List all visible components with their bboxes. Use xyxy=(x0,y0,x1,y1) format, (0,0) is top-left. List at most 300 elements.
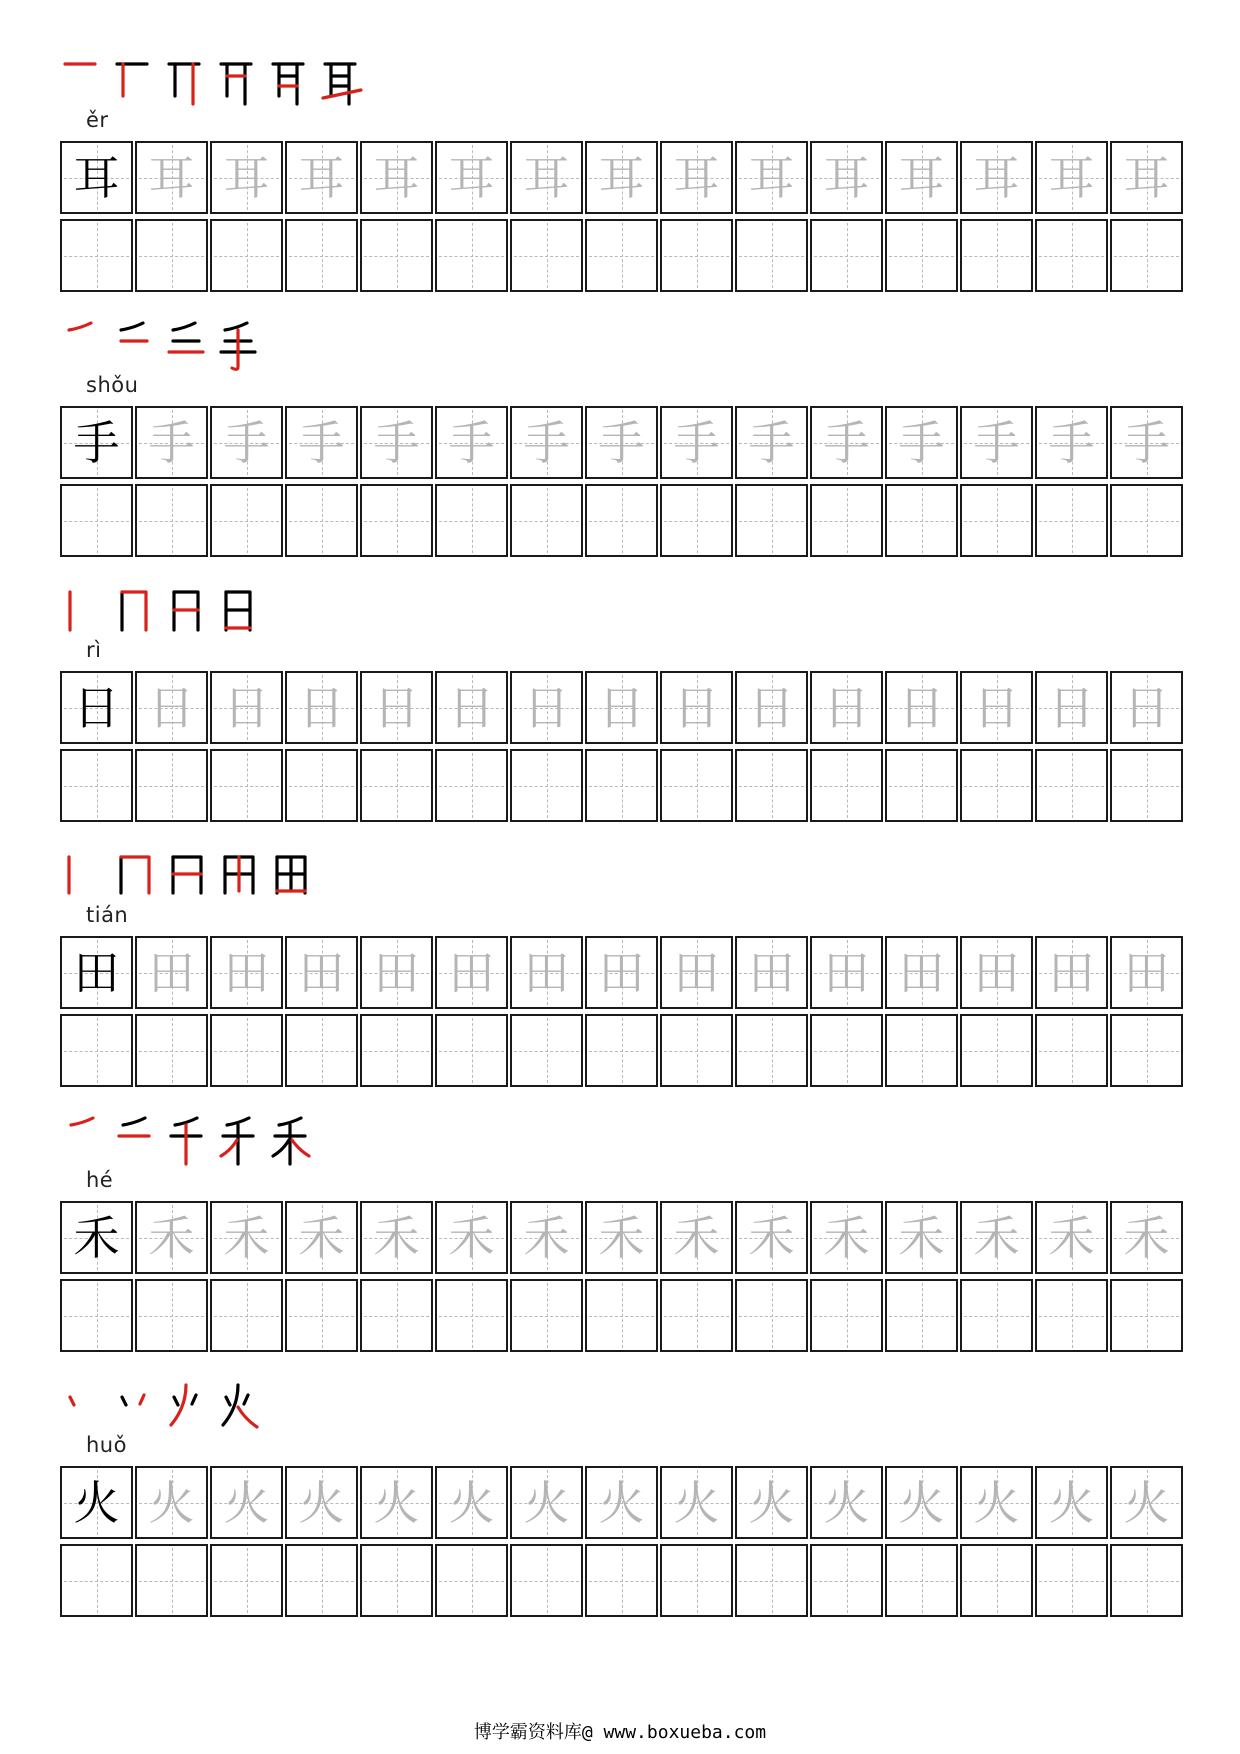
ghost-character: 火 xyxy=(673,1475,720,1530)
model-character-cell[interactable] xyxy=(61,1467,132,1538)
trace-character-cell[interactable] xyxy=(661,672,732,743)
ghost-character: 耳 xyxy=(148,150,195,205)
stroke-step-glyph xyxy=(217,582,261,638)
trace-character-cell[interactable] xyxy=(286,937,357,1008)
tracing-row xyxy=(61,142,1183,215)
blank-practice-cell[interactable] xyxy=(1036,750,1107,821)
ghost-character: 火 xyxy=(598,1475,645,1530)
ghost-character: 禾 xyxy=(298,1210,345,1265)
blank-practice-cell[interactable] xyxy=(1111,220,1182,291)
ghost-character: 火 xyxy=(148,1475,195,1530)
stroke-step-glyph xyxy=(165,317,209,373)
footer-credit: 博学霸资料库@ www.boxueba.com xyxy=(473,1722,767,1743)
blank-practice-cell[interactable] xyxy=(1111,1015,1182,1086)
trace-character-cell[interactable] xyxy=(961,142,1032,213)
blank-practice-cell[interactable] xyxy=(511,220,582,291)
blank-practice-cell[interactable] xyxy=(436,1015,507,1086)
blank-practice-cell[interactable] xyxy=(586,220,657,291)
blank-practice-cell[interactable] xyxy=(61,1015,132,1086)
stroke-step-glyph xyxy=(61,847,105,903)
trace-character-cell[interactable] xyxy=(1036,142,1107,213)
trace-character-cell[interactable] xyxy=(811,937,882,1008)
blank-practice-cell[interactable] xyxy=(61,1545,132,1616)
blank-practice-cell[interactable] xyxy=(586,750,657,821)
blank-practice-row xyxy=(61,1015,1183,1088)
trace-character-cell[interactable] xyxy=(886,937,957,1008)
trace-character-cell[interactable] xyxy=(361,142,432,213)
ghost-character: 日 xyxy=(823,680,870,735)
stroke-step-glyph xyxy=(61,52,105,108)
blank-practice-cell[interactable] xyxy=(286,220,357,291)
blank-practice-cell[interactable] xyxy=(586,1545,657,1616)
trace-character-cell[interactable] xyxy=(1111,672,1182,743)
model-character: 耳 xyxy=(73,150,120,205)
pinyin-label: hé xyxy=(86,1168,114,1192)
trace-character-cell[interactable] xyxy=(811,1467,882,1538)
trace-character-cell[interactable] xyxy=(736,1202,807,1273)
model-character: 禾 xyxy=(73,1210,120,1265)
blank-practice-cell[interactable] xyxy=(661,750,732,821)
blank-practice-cell[interactable] xyxy=(961,1015,1032,1086)
blank-practice-cell[interactable] xyxy=(61,750,132,821)
trace-character-cell[interactable] xyxy=(586,672,657,743)
ghost-character: 耳 xyxy=(973,150,1020,205)
ghost-character: 禾 xyxy=(373,1210,420,1265)
trace-character-cell[interactable] xyxy=(286,1467,357,1538)
trace-character-cell[interactable] xyxy=(136,672,207,743)
blank-practice-row xyxy=(61,220,1183,293)
blank-practice-cell[interactable] xyxy=(1111,485,1182,556)
trace-character-cell[interactable] xyxy=(736,937,807,1008)
trace-character-cell[interactable] xyxy=(586,142,657,213)
blank-practice-cell[interactable] xyxy=(811,750,882,821)
ghost-character: 火 xyxy=(898,1475,945,1530)
trace-character-cell[interactable] xyxy=(811,142,882,213)
ghost-character: 火 xyxy=(973,1475,1020,1530)
ghost-character: 耳 xyxy=(373,150,420,205)
blank-practice-cell[interactable] xyxy=(811,220,882,291)
blank-practice-cell[interactable] xyxy=(511,1545,582,1616)
stroke-step-glyph xyxy=(269,847,313,903)
stroke-step-glyph xyxy=(217,52,261,108)
blank-practice-cell[interactable] xyxy=(1111,1545,1182,1616)
trace-character-cell[interactable] xyxy=(1036,937,1107,1008)
tracing-row xyxy=(61,1467,1183,1540)
blank-practice-cell[interactable] xyxy=(736,220,807,291)
blank-practice-cell[interactable] xyxy=(1036,220,1107,291)
trace-character-cell[interactable] xyxy=(661,1202,732,1273)
blank-practice-cell[interactable] xyxy=(811,1545,882,1616)
ghost-character: 日 xyxy=(748,680,795,735)
ghost-character: 禾 xyxy=(748,1210,795,1265)
blank-practice-row xyxy=(61,1545,1183,1618)
trace-character-cell[interactable] xyxy=(586,407,657,478)
blank-practice-cell[interactable] xyxy=(436,750,507,821)
trace-character-cell[interactable] xyxy=(361,1467,432,1538)
blank-practice-cell[interactable] xyxy=(661,220,732,291)
blank-practice-cell[interactable] xyxy=(61,485,132,556)
blank-practice-cell[interactable] xyxy=(286,1015,357,1086)
blank-practice-cell[interactable] xyxy=(661,1015,732,1086)
ghost-character: 禾 xyxy=(148,1210,195,1265)
trace-character-cell[interactable] xyxy=(961,1467,1032,1538)
stroke-step-glyph xyxy=(113,847,157,903)
trace-character-cell[interactable] xyxy=(136,407,207,478)
ghost-character: 耳 xyxy=(823,150,870,205)
ghost-character: 耳 xyxy=(673,150,720,205)
character-section xyxy=(61,50,1183,320)
blank-practice-row xyxy=(61,1280,1183,1353)
ghost-character: 耳 xyxy=(223,150,270,205)
blank-practice-cell[interactable] xyxy=(661,485,732,556)
ghost-character: 禾 xyxy=(523,1210,570,1265)
pinyin-label: ěr xyxy=(86,108,109,132)
trace-character-cell[interactable] xyxy=(286,1202,357,1273)
trace-character-cell[interactable] xyxy=(286,142,357,213)
trace-character-cell[interactable] xyxy=(211,1467,282,1538)
blank-practice-cell[interactable] xyxy=(961,220,1032,291)
blank-practice-cell[interactable] xyxy=(661,1545,732,1616)
blank-practice-cell[interactable] xyxy=(361,485,432,556)
blank-practice-cell[interactable] xyxy=(1036,1545,1107,1616)
trace-character-cell[interactable] xyxy=(811,672,882,743)
model-character: 日 xyxy=(73,680,120,735)
blank-practice-cell[interactable] xyxy=(1036,1280,1107,1351)
ghost-character: 火 xyxy=(1123,1475,1170,1530)
blank-practice-cell[interactable] xyxy=(136,220,207,291)
blank-practice-cell[interactable] xyxy=(961,750,1032,821)
trace-character-cell[interactable] xyxy=(211,1202,282,1273)
trace-character-cell[interactable] xyxy=(1036,1202,1107,1273)
trace-character-cell[interactable] xyxy=(511,1467,582,1538)
trace-character-cell[interactable] xyxy=(661,1467,732,1538)
blank-practice-cell[interactable] xyxy=(886,485,957,556)
blank-practice-cell[interactable] xyxy=(1036,485,1107,556)
trace-character-cell[interactable] xyxy=(886,142,957,213)
blank-practice-cell[interactable] xyxy=(886,220,957,291)
blank-practice-cell[interactable] xyxy=(511,485,582,556)
stroke-step-glyph xyxy=(217,1112,261,1168)
pinyin-label: shǒu xyxy=(86,373,139,397)
trace-character-cell[interactable] xyxy=(1036,672,1107,743)
ghost-character: 禾 xyxy=(598,1210,645,1265)
blank-practice-cell[interactable] xyxy=(811,1280,882,1351)
trace-character-cell[interactable] xyxy=(136,142,207,213)
trace-character-cell[interactable] xyxy=(736,142,807,213)
stroke-step-glyph xyxy=(217,317,261,373)
trace-character-cell[interactable] xyxy=(1111,142,1182,213)
blank-practice-cell[interactable] xyxy=(886,1015,957,1086)
trace-character-cell[interactable] xyxy=(886,407,957,478)
blank-practice-cell[interactable] xyxy=(361,220,432,291)
trace-character-cell[interactable] xyxy=(436,142,507,213)
trace-character-cell[interactable] xyxy=(736,1467,807,1538)
blank-practice-cell[interactable] xyxy=(436,220,507,291)
ghost-character: 火 xyxy=(523,1475,570,1530)
trace-character-cell[interactable] xyxy=(961,937,1032,1008)
blank-practice-cell[interactable] xyxy=(136,1015,207,1086)
blank-practice-cell[interactable] xyxy=(136,1280,207,1351)
blank-practice-cell[interactable] xyxy=(61,1280,132,1351)
trace-character-cell[interactable] xyxy=(661,142,732,213)
ghost-character: 禾 xyxy=(823,1210,870,1265)
ghost-character: 手 xyxy=(598,415,645,470)
ghost-character: 田 xyxy=(373,945,420,1000)
stroke-step-glyph xyxy=(165,52,209,108)
blank-practice-cell[interactable] xyxy=(736,1545,807,1616)
blank-practice-cell[interactable] xyxy=(361,1545,432,1616)
blank-practice-cell[interactable] xyxy=(736,485,807,556)
ghost-character: 手 xyxy=(973,415,1020,470)
trace-character-cell[interactable] xyxy=(961,1202,1032,1273)
ghost-character: 日 xyxy=(298,680,345,735)
ghost-character: 禾 xyxy=(898,1210,945,1265)
trace-character-cell[interactable] xyxy=(811,407,882,478)
blank-practice-cell[interactable] xyxy=(1036,1015,1107,1086)
blank-practice-cell[interactable] xyxy=(361,750,432,821)
ghost-character: 禾 xyxy=(448,1210,495,1265)
blank-practice-cell[interactable] xyxy=(286,1280,357,1351)
pinyin-label: huǒ xyxy=(86,1433,127,1457)
trace-character-cell[interactable] xyxy=(661,937,732,1008)
blank-practice-cell[interactable] xyxy=(436,1280,507,1351)
trace-character-cell[interactable] xyxy=(886,1467,957,1538)
trace-character-cell[interactable] xyxy=(1111,1467,1182,1538)
trace-character-cell[interactable] xyxy=(436,1202,507,1273)
blank-practice-cell[interactable] xyxy=(361,1280,432,1351)
blank-practice-cell[interactable] xyxy=(511,1015,582,1086)
blank-practice-cell[interactable] xyxy=(211,220,282,291)
trace-character-cell[interactable] xyxy=(736,672,807,743)
ghost-character: 火 xyxy=(373,1475,420,1530)
stroke-step-glyph xyxy=(113,1112,157,1168)
ghost-character: 耳 xyxy=(598,150,645,205)
trace-character-cell[interactable] xyxy=(1111,1202,1182,1273)
blank-practice-cell[interactable] xyxy=(436,1545,507,1616)
ghost-character: 日 xyxy=(223,680,270,735)
blank-practice-cell[interactable] xyxy=(211,750,282,821)
model-character-cell[interactable] xyxy=(61,1202,132,1273)
blank-practice-cell[interactable] xyxy=(136,750,207,821)
trace-character-cell[interactable] xyxy=(736,407,807,478)
trace-character-cell[interactable] xyxy=(511,407,582,478)
stroke-step-glyph xyxy=(165,847,209,903)
ghost-character: 田 xyxy=(223,945,270,1000)
blank-practice-cell[interactable] xyxy=(736,1280,807,1351)
trace-character-cell[interactable] xyxy=(211,672,282,743)
tracing-row xyxy=(61,672,1183,745)
ghost-character: 耳 xyxy=(1123,150,1170,205)
ghost-character: 火 xyxy=(1048,1475,1095,1530)
ghost-character: 耳 xyxy=(298,150,345,205)
trace-character-cell[interactable] xyxy=(361,407,432,478)
trace-character-cell[interactable] xyxy=(886,1202,957,1273)
stroke-step-glyph xyxy=(113,317,157,373)
ghost-character: 手 xyxy=(673,415,720,470)
trace-character-cell[interactable] xyxy=(286,672,357,743)
blank-practice-cell[interactable] xyxy=(736,750,807,821)
ghost-character: 禾 xyxy=(223,1210,270,1265)
ghost-character: 日 xyxy=(1048,680,1095,735)
blank-practice-cell[interactable] xyxy=(211,1280,282,1351)
ghost-character: 手 xyxy=(898,415,945,470)
trace-character-cell[interactable] xyxy=(436,672,507,743)
trace-character-cell[interactable] xyxy=(811,1202,882,1273)
stroke-step-glyph xyxy=(165,1112,209,1168)
trace-character-cell[interactable] xyxy=(286,407,357,478)
ghost-character: 田 xyxy=(898,945,945,1000)
trace-character-cell[interactable] xyxy=(136,1202,207,1273)
blank-practice-cell[interactable] xyxy=(286,485,357,556)
ghost-character: 田 xyxy=(523,945,570,1000)
trace-character-cell[interactable] xyxy=(511,142,582,213)
blank-practice-cell[interactable] xyxy=(136,485,207,556)
trace-character-cell[interactable] xyxy=(211,142,282,213)
ghost-character: 手 xyxy=(748,415,795,470)
blank-practice-cell[interactable] xyxy=(661,1280,732,1351)
blank-practice-cell[interactable] xyxy=(586,485,657,556)
ghost-character: 火 xyxy=(448,1475,495,1530)
trace-character-cell[interactable] xyxy=(211,407,282,478)
ghost-character: 田 xyxy=(1123,945,1170,1000)
blank-practice-cell[interactable] xyxy=(211,485,282,556)
blank-practice-cell[interactable] xyxy=(886,1545,957,1616)
ghost-character: 手 xyxy=(448,415,495,470)
ghost-character: 火 xyxy=(223,1475,270,1530)
ghost-character: 日 xyxy=(148,680,195,735)
ghost-character: 耳 xyxy=(448,150,495,205)
ghost-character: 耳 xyxy=(523,150,570,205)
trace-character-cell[interactable] xyxy=(511,1202,582,1273)
model-character: 田 xyxy=(73,945,120,1000)
ghost-character: 田 xyxy=(448,945,495,1000)
ghost-character: 田 xyxy=(148,945,195,1000)
ghost-character: 田 xyxy=(823,945,870,1000)
blank-practice-cell[interactable] xyxy=(361,1015,432,1086)
blank-practice-cell[interactable] xyxy=(436,485,507,556)
blank-practice-cell[interactable] xyxy=(211,1015,282,1086)
trace-character-cell[interactable] xyxy=(361,1202,432,1273)
trace-character-cell[interactable] xyxy=(136,1467,207,1538)
character-section xyxy=(61,580,1183,850)
ghost-character: 手 xyxy=(373,415,420,470)
tracing-row xyxy=(61,937,1183,1010)
blank-practice-cell[interactable] xyxy=(886,1280,957,1351)
trace-character-cell[interactable] xyxy=(211,937,282,1008)
trace-character-cell[interactable] xyxy=(361,937,432,1008)
blank-practice-cell[interactable] xyxy=(961,1545,1032,1616)
trace-character-cell[interactable] xyxy=(1036,407,1107,478)
model-character-cell[interactable] xyxy=(61,672,132,743)
blank-practice-cell[interactable] xyxy=(736,1015,807,1086)
ghost-character: 火 xyxy=(298,1475,345,1530)
trace-character-cell[interactable] xyxy=(661,407,732,478)
blank-practice-cell[interactable] xyxy=(61,220,132,291)
blank-practice-cell[interactable] xyxy=(586,1280,657,1351)
ghost-character: 手 xyxy=(148,415,195,470)
blank-practice-cell[interactable] xyxy=(1111,1280,1182,1351)
model-character-cell[interactable] xyxy=(61,937,132,1008)
ghost-character: 手 xyxy=(823,415,870,470)
trace-character-cell[interactable] xyxy=(511,937,582,1008)
ghost-character: 手 xyxy=(298,415,345,470)
trace-character-cell[interactable] xyxy=(361,672,432,743)
ghost-character: 手 xyxy=(1123,415,1170,470)
blank-practice-cell[interactable] xyxy=(286,750,357,821)
stroke-step-glyph xyxy=(217,847,261,903)
pinyin-label: tián xyxy=(86,903,129,927)
trace-character-cell[interactable] xyxy=(436,1467,507,1538)
ghost-character: 田 xyxy=(1048,945,1095,1000)
trace-character-cell[interactable] xyxy=(586,937,657,1008)
ghost-character: 田 xyxy=(598,945,645,1000)
blank-practice-cell[interactable] xyxy=(136,1545,207,1616)
trace-character-cell[interactable] xyxy=(961,672,1032,743)
ghost-character: 禾 xyxy=(673,1210,720,1265)
trace-character-cell[interactable] xyxy=(1111,937,1182,1008)
blank-practice-cell[interactable] xyxy=(811,1015,882,1086)
trace-character-cell[interactable] xyxy=(1036,1467,1107,1538)
ghost-character: 田 xyxy=(973,945,1020,1000)
trace-character-cell[interactable] xyxy=(961,407,1032,478)
ghost-character: 日 xyxy=(523,680,570,735)
ghost-character: 日 xyxy=(973,680,1020,735)
stroke-step-glyph xyxy=(113,52,157,108)
trace-character-cell[interactable] xyxy=(136,937,207,1008)
trace-character-cell[interactable] xyxy=(586,1202,657,1273)
blank-practice-cell[interactable] xyxy=(886,750,957,821)
tracing-row xyxy=(61,407,1183,480)
stroke-step-glyph xyxy=(165,582,209,638)
model-character-cell[interactable] xyxy=(61,142,132,213)
stroke-step-glyph xyxy=(269,52,313,108)
model-character-cell[interactable] xyxy=(61,407,132,478)
trace-character-cell[interactable] xyxy=(436,937,507,1008)
blank-practice-cell[interactable] xyxy=(961,485,1032,556)
blank-practice-cell[interactable] xyxy=(286,1545,357,1616)
ghost-character: 田 xyxy=(748,945,795,1000)
trace-character-cell[interactable] xyxy=(511,672,582,743)
blank-practice-cell[interactable] xyxy=(586,1015,657,1086)
ghost-character: 田 xyxy=(673,945,720,1000)
blank-practice-cell[interactable] xyxy=(961,1280,1032,1351)
trace-character-cell[interactable] xyxy=(586,1467,657,1538)
ghost-character: 禾 xyxy=(1048,1210,1095,1265)
tracing-row xyxy=(61,1202,1183,1275)
blank-practice-row xyxy=(61,750,1183,823)
blank-practice-cell[interactable] xyxy=(811,485,882,556)
ghost-character: 禾 xyxy=(973,1210,1020,1265)
model-character: 火 xyxy=(73,1475,120,1530)
ghost-character: 手 xyxy=(1048,415,1095,470)
blank-practice-cell[interactable] xyxy=(1111,750,1182,821)
blank-practice-cell[interactable] xyxy=(511,1280,582,1351)
trace-character-cell[interactable] xyxy=(436,407,507,478)
blank-practice-cell[interactable] xyxy=(511,750,582,821)
trace-character-cell[interactable] xyxy=(886,672,957,743)
stroke-step-glyph xyxy=(217,1377,261,1433)
trace-character-cell[interactable] xyxy=(1111,407,1182,478)
stroke-step-glyph xyxy=(113,582,157,638)
character-section xyxy=(61,845,1183,1115)
blank-practice-cell[interactable] xyxy=(211,1545,282,1616)
stroke-step-glyph xyxy=(61,317,105,373)
pinyin-label: rì xyxy=(86,638,102,662)
stroke-step-glyph xyxy=(113,1377,157,1433)
stroke-step-glyph xyxy=(61,1112,105,1168)
ghost-character: 手 xyxy=(523,415,570,470)
ghost-character: 火 xyxy=(748,1475,795,1530)
